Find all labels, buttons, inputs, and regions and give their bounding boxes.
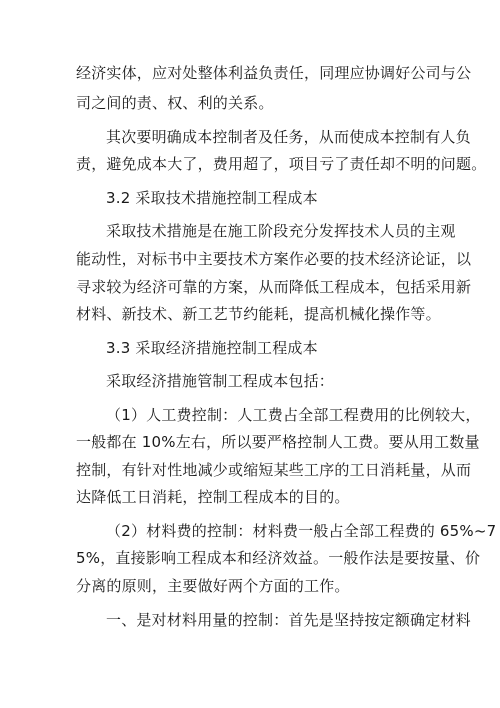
text-line: （2）材料费的控制：材料费一般占全部工程费的 65%~7 bbox=[106, 522, 497, 540]
section-heading: 3.2 采取技术措施控制工程成本 bbox=[106, 189, 318, 207]
text-line: 采取技术措施是在施工阶段充分发挥技术人员的主观 bbox=[106, 222, 456, 240]
text-line: 经济实体，应对处整体利益负责任，同理应协调好公司与公 bbox=[76, 64, 472, 82]
text-line: （1）人工费控制：人工费占全部工程费用的比例较大， bbox=[106, 406, 481, 424]
text-line: 分离的原则，主要做好两个方面的工作。 bbox=[76, 577, 350, 595]
text-line: 责，避免成本大了，费用超了，项目亏了责任却不明的问题。 bbox=[76, 155, 487, 173]
text-line: 其次要明确成本控制者及任务，从而使成本控制有人负 bbox=[106, 128, 471, 146]
text-line: 采取经济措施管制工程成本包括： bbox=[106, 372, 335, 390]
text-line: 能动性，对标书中主要技术方案作必要的技术经济论证，以 bbox=[76, 250, 472, 268]
text-line: 一般都在 10%左右，所以要严格控制人工费。要从用工数量 bbox=[76, 433, 480, 451]
text-line: 司之间的责、权、利的关系。 bbox=[76, 94, 274, 112]
text-line: 材料、新技术、新工艺节约能耗，提高机械化操作等。 bbox=[76, 305, 441, 323]
text-line: 控制，有针对性地减少或缩短某些工序的工日消耗量，从而 bbox=[76, 461, 472, 479]
text-line: 达降低工日消耗，控制工程成本的目的。 bbox=[76, 488, 350, 506]
section-heading: 3.3 采取经济措施控制工程成本 bbox=[106, 339, 318, 357]
text-line: 5%，直接影响工程成本和经济效益。一般作法是要按量、价 bbox=[76, 549, 481, 567]
text-line: 寻求较为经济可靠的方案，从而降低工程成本，包括采用新 bbox=[76, 278, 472, 296]
text-line: 一、是对材料用量的控制：首先是坚持按定额确定材料 bbox=[106, 611, 471, 629]
